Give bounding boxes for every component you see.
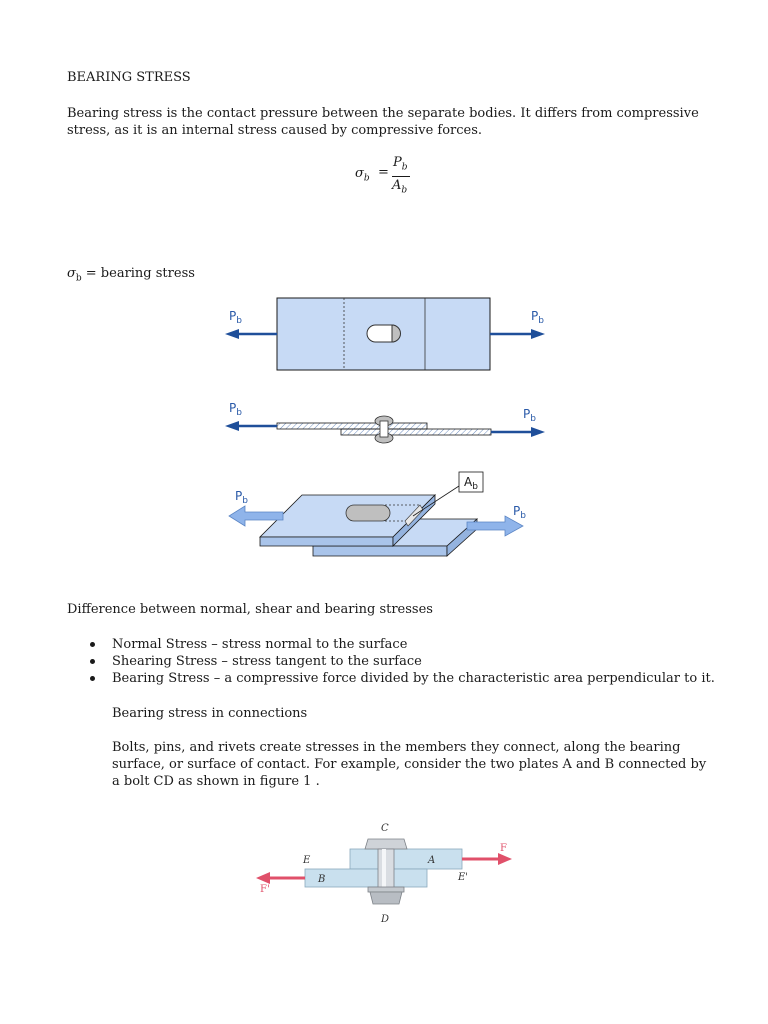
lower-plate-section [341,429,491,435]
side-left-arrowhead [225,421,239,431]
plate-a [350,849,462,869]
bolt-head-c [365,839,407,849]
formula-lhs: σ [355,166,364,181]
force-label-3: $P_b$ [229,401,242,418]
difference-heading: Difference between normal, shear and bearing stresses [67,602,433,617]
right-force-arrowhead [531,329,545,339]
connections-subheading: Bearing stress in connections [112,706,308,721]
intro-paragraph: Bearing stress is the contact pressure between the separate bodies. It differs from compressive stress, as it is an internal stress caused by compressive forces. [67,106,699,138]
force-label-4: $P_b$ [523,407,536,424]
list-item: Bearing Stress – a compressive force divided by the characteristic area perpendicular to it. [67,670,715,687]
lower-plate-front [313,546,447,556]
force-label-2: $P_b$ [531,309,544,326]
label-d: D [381,914,390,925]
formula-numerator-sub: b [401,162,408,173]
definition-symbol: σ [67,266,76,281]
label-a: A [428,855,436,866]
figure-1-bolt-connection [250,818,520,928]
side-right-arrowhead [531,427,545,437]
label-e-prime: E' [458,872,469,883]
label-f: F [500,843,507,854]
washer [368,887,404,892]
label-f-prime: F' [260,884,270,895]
page-heading: BEARING STRESS [67,70,191,85]
label-e: E [303,855,311,866]
bearing-stress-formula [355,155,435,195]
left-force-arrowhead [225,329,239,339]
label-b: B [318,874,326,885]
fraction-bar [392,176,410,177]
upper-plate-section [277,423,427,429]
list-item: Shearing Stress – stress tangent to the surface [67,653,715,670]
force-label-6: $P_b$ [513,504,526,521]
formula-denominator: A [392,178,402,193]
rivet-shank [380,421,388,437]
bearing-stress-figure [215,290,555,570]
force-label-1: $P_b$ [229,309,242,326]
area-label: $A_b$ [464,475,478,492]
definition-text: = bearing stress [81,266,195,281]
force-label-5: $P_b$ [235,489,248,506]
isometric-diagram [229,472,526,556]
force-f-arrowhead [498,853,512,865]
bolt-highlight [382,849,386,891]
definition-symbol-sub: b [75,273,82,284]
definition-line [67,265,195,288]
force-f-prime-arrowhead [256,872,270,884]
connections-paragraph: Bolts, pins, and rivets create stresses in the members they connect, along the bearing surface, or surface of contact. For example, consider the two plates A and B connected by a bolt CD as shown in figure 1 . [112,740,707,789]
side-view-diagram [225,401,545,443]
formula-equals: = [378,165,389,180]
stress-types-list [67,636,715,687]
formula-numerator: P [393,155,402,170]
nut-d [370,892,402,904]
iso-bolt-slot [346,505,390,521]
list-item: Normal Stress – stress normal to the surface [67,636,715,653]
formula-denominator-sub: b [401,185,408,196]
upper-plate-front [260,537,393,546]
label-c: C [381,823,389,834]
formula-lhs-sub: b [363,173,370,184]
top-view-diagram [225,298,545,370]
